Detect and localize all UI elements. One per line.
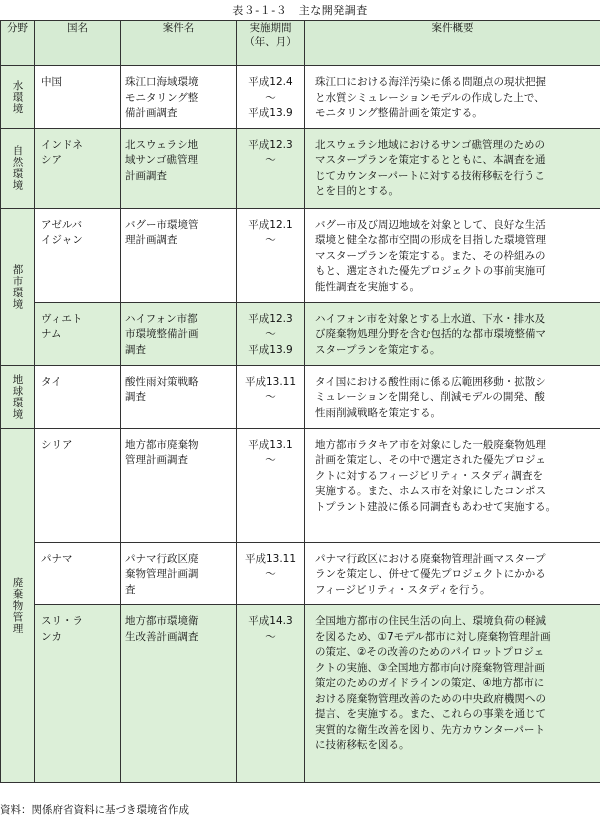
country-cell: シリア — [35, 428, 121, 542]
table-row — [1, 208, 600, 302]
table-row — [1, 365, 600, 428]
field-cell: 廃棄物管理 — [1, 428, 35, 783]
period-cell: 平成13.11 ～ — [237, 542, 305, 605]
field-cell: 地球環境 — [1, 365, 35, 428]
project-cell: バグー市環境管 理計画調査 — [121, 208, 237, 302]
country-cell: インドネ シア — [35, 128, 121, 208]
country-cell: 中国 — [35, 66, 121, 129]
header-field: 分野 — [1, 21, 35, 66]
period-cell: 平成12.1 ～ — [237, 208, 305, 302]
summary-cell: 地方都市ラタキア市を対象にした一般廃棄物処理 計画を策定し、その中で選定された優先プロジェ クトに対するフィージビリティ・スタディ調査を 実施する。また、ホムス市を対象にしたコンポス トプラント建設に係る同調査もあわせて実施する。 — [305, 428, 600, 542]
field-cell: 水環境 — [1, 66, 35, 129]
summary-cell: バグー市及び周辺地域を対象として、良好な生活 環境と健全な都市空間の形成を目指した環境管理 マスタープランを策定する。また、その枠組みの もと、選定された優先プロジェクトの事前実施可 能性調査を実施する。 — [305, 208, 600, 302]
table-title: 表３-１-３ 主な開発調査 — [232, 4, 368, 17]
summary-cell: タイ国における酸性雨に係る広範囲移動・拡散シ ミュレーションを開発し、削減モデルの開発、酸 性雨削減戦略を策定する。 — [305, 365, 600, 428]
header-period: 実施期間 （年、月） — [237, 21, 305, 66]
development-survey-table — [0, 20, 600, 783]
country-cell: ヴィエト ナム — [35, 302, 121, 365]
period-cell: 平成13.1 ～ — [237, 428, 305, 542]
summary-cell: 北スウェラシ地域におけるサンゴ礁管理のための マスタープランを策定するとともに、本調査を通 じてカウンターパートに対する技術移転を行うこ とを目的とする。 — [305, 128, 600, 208]
period-cell: 平成12.4 ～ 平成13.9 — [237, 66, 305, 129]
table-row — [1, 128, 600, 208]
project-cell: パナマ行政区廃 棄物管理計画調 査 — [121, 542, 237, 605]
project-cell: 酸性雨対策戦略 調査 — [121, 365, 237, 428]
summary-cell: パナマ行政区における廃棄物管理計画マスタープ ランを策定し、併せて優先プロジェクトにかかる フィージビリティ・スタディを行う。 — [305, 542, 600, 605]
summary-cell: 珠江口における海洋汚染に係る問題点の現状把握 と水質シミュレーションモデルの作成した上で、 モニタリング整備計画を策定する。 — [305, 66, 600, 129]
header-country: 国名 — [35, 21, 121, 66]
table-row — [1, 605, 600, 783]
project-cell: ハイフォン市都 市環境整備計画 調査 — [121, 302, 237, 365]
project-cell: 地方都市廃棄物 管理計画調査 — [121, 428, 237, 542]
table-row — [1, 302, 600, 365]
field-cell: 都市環境 — [1, 208, 35, 365]
period-cell: 平成13.11 ～ — [237, 365, 305, 428]
project-cell: 地方都市環境衛 生改善計画調査 — [121, 605, 237, 783]
source-note: 資料：関係府省資料に基づき環境省作成 — [0, 804, 189, 816]
table-row — [1, 66, 600, 129]
period-cell: 平成12.3 ～ 平成13.9 — [237, 302, 305, 365]
header-project: 案件名 — [121, 21, 237, 66]
country-cell: アゼルバ イジャン — [35, 208, 121, 302]
period-cell: 平成12.3 ～ — [237, 128, 305, 208]
summary-cell: 全国地方都市の住民生活の向上、環境負荷の軽減 を図るため、①7モデル都市に対し廃棄物管理計画 の策定、②その改善のためのパイロットプロジェ クトの実施、③全国地方都市向け廃棄物管理計画 策定のためのガイドラインの策定、④地方都市に おける廃棄物管理改善のための中央政府機関への 提言、を実施する。また、これらの事業を通じて 実質的な衛生改善を図り、先方カウンターパート に技術移転を図る。 — [305, 605, 600, 783]
project-cell: 北スウェラシ地 域サンゴ礁管理 計画調査 — [121, 128, 237, 208]
country-cell: タイ — [35, 365, 121, 428]
project-cell: 珠江口海域環境 モニタリング整 備計画調査 — [121, 66, 237, 129]
table-row — [1, 428, 600, 542]
header-summary: 案件概要 — [305, 21, 600, 66]
period-cell: 平成14.3 ～ — [237, 605, 305, 783]
header-row — [1, 21, 600, 66]
table-row — [1, 542, 600, 605]
country-cell: パナマ — [35, 542, 121, 605]
field-cell: 自然環境 — [1, 128, 35, 208]
summary-cell: ハイフォン市を対象とする上水道、下水・排水及 び廃棄物処理分野を含む包括的な都市環境整備マ スタープランを策定する。 — [305, 302, 600, 365]
country-cell: スリ・ラ ンカ — [35, 605, 121, 783]
